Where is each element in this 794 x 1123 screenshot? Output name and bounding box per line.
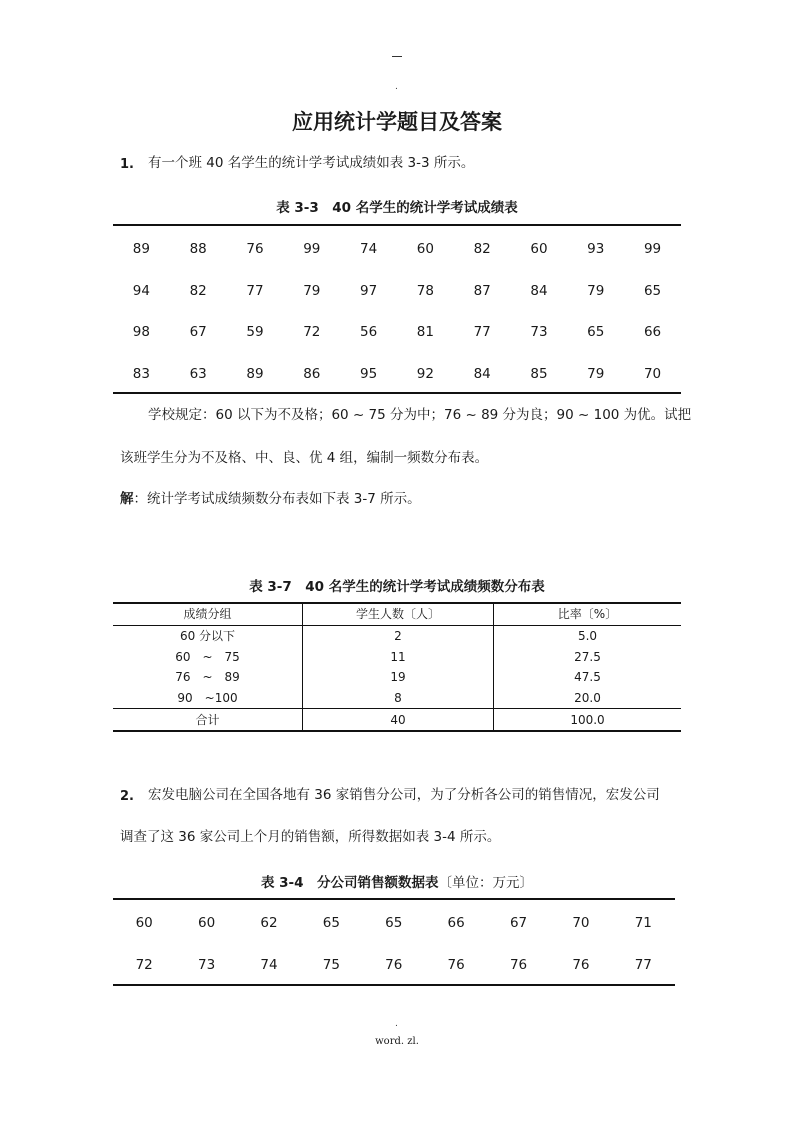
footer-text: word. zl. [375, 1036, 419, 1047]
table-3-3-bottom-rule [113, 392, 681, 394]
table-cell: 76 [447, 957, 465, 973]
table-cell: 71 [634, 915, 652, 931]
table-3-3-caption: 表 3-3 40 名学生的统计学考试成绩表 [276, 200, 518, 216]
table-cell: 65 [322, 915, 340, 931]
table-total-row [113, 709, 681, 732]
question-2-text-line-2: 调查了这 36 家公司上个月的销售额，所得数据如表 3-4 所示。 [120, 829, 501, 845]
table-cell: 40 [303, 709, 494, 732]
frequency-table [113, 602, 681, 732]
table-3-4-caption: 表 3-4 分公司销售额数据表〔单位：万元〕 [260, 875, 534, 891]
table-cell: 66 [643, 324, 662, 340]
table-cell: 70 [572, 915, 590, 931]
table-cell: 76 [385, 957, 403, 973]
table-cell: 97 [359, 282, 378, 299]
table-cell: 60 [135, 915, 153, 931]
table-cell: 79 [587, 365, 605, 382]
table-cell: 76 [509, 957, 528, 973]
table-row [113, 957, 675, 999]
table-cell: 77 [634, 957, 652, 973]
table-cell: 72 [303, 324, 321, 340]
question-2-text-line-1: 宏发电脑公司在全国各地有 36 家销售分公司，为了分析各公司的销售情况，宏发公司 [148, 787, 660, 803]
table-cell: 76 [572, 957, 590, 973]
table-cell: 79 [303, 282, 321, 299]
table-cell: 20.0 [494, 688, 682, 709]
table-cell: 90 ~100 [113, 688, 303, 709]
table-3-4-unit: 〔单位：万元〕 [438, 875, 534, 891]
header-score-group: 成绩分组 [113, 603, 303, 626]
table-3-3-top-rule [113, 224, 681, 226]
table-cell: 81 [416, 324, 434, 340]
table-cell: 60 [416, 241, 434, 257]
table-cell: 95 [359, 365, 378, 382]
table-3-4-top-rule [113, 898, 675, 900]
table-cell: 合计 [113, 709, 303, 732]
table-3-3-body [113, 241, 681, 407]
table-cell: 84 [473, 365, 491, 382]
table-cell: 2 [303, 626, 494, 647]
answer-line [120, 493, 421, 507]
table-cell: 84 [530, 282, 548, 299]
question-2-number: 2. [120, 789, 134, 804]
table-cell: 27.5 [574, 649, 601, 664]
table-cell: 66 [447, 915, 465, 931]
table-cell: 67 [509, 915, 528, 931]
table-row [113, 283, 681, 325]
table-cell: 47.5 [574, 670, 601, 685]
table-3-4-body [113, 915, 675, 999]
table-row [113, 915, 675, 957]
table-cell: 8 [303, 688, 494, 709]
table-cell: 60 [197, 915, 216, 931]
table-cell: 89 [132, 241, 150, 257]
header-dash [392, 56, 402, 57]
table-cell: 75 [322, 957, 340, 973]
table-cell: 74 [260, 957, 278, 973]
header-dot: . [395, 82, 398, 92]
table-cell: 86 [303, 365, 321, 382]
table-cell: 99 [303, 241, 321, 257]
table-cell: 65 [587, 324, 605, 340]
table-cell: 85 [530, 365, 548, 382]
grading-rule-line-2: 该班学生分为不及格、中、良、优 4 组，编制一频数分布表。 [120, 450, 489, 466]
answer-label: 解 [120, 491, 134, 507]
question-1-number: 1. [120, 157, 134, 172]
table-cell: 87 [473, 282, 491, 299]
table-cell: 62 [260, 915, 278, 931]
table-row [113, 688, 681, 709]
table-row [113, 241, 681, 283]
table-cell: 76 ~ 89 [113, 667, 303, 688]
grading-rule-line-1: 学校规定：60 以下为不及格；60 ~ 75 分为中；76 ~ 89 分为良；90 ~ 100 为优。试把 [148, 407, 692, 423]
table-cell: 93 [587, 241, 605, 257]
table-cell: 82 [473, 241, 491, 257]
table-cell: 99 [643, 241, 662, 257]
document-title: 应用统计学题目及答案 [292, 110, 502, 134]
table-cell: 72 [135, 957, 153, 973]
table-cell: 59 [246, 324, 264, 340]
table-cell: 60 ~ 75 [113, 647, 303, 668]
header-student-count: 学生人数〔人〕 [303, 603, 494, 626]
table-cell: 70 [643, 365, 662, 382]
table-row [113, 324, 681, 366]
table-cell: 79 [587, 282, 605, 299]
table-header-row [113, 603, 681, 626]
table-cell: 5.0 [577, 629, 598, 643]
table-cell: 89 [246, 365, 264, 382]
footer-dot: . [395, 1019, 398, 1029]
answer-text: ：统计学考试成绩频数分布表如下表 3-7 所示。 [133, 491, 421, 507]
header-ratio: 比率〔%〕 [494, 603, 682, 626]
table-row [113, 626, 681, 647]
table-cell: 92 [416, 365, 434, 382]
table-cell: 19 [303, 667, 494, 688]
question-1-text: 有一个班 40 名学生的统计学考试成绩如表 3-3 所示。 [148, 155, 475, 171]
table-cell: 65 [643, 282, 662, 299]
table-cell: 65 [385, 915, 403, 931]
table-cell: 63 [189, 365, 207, 382]
table-cell: 60 分以下 [113, 626, 303, 647]
table-cell: 73 [530, 324, 548, 340]
table-cell: 94 [132, 282, 150, 299]
table-cell: 82 [189, 282, 207, 299]
table-cell: 78 [416, 282, 434, 299]
table-cell: 11 [303, 647, 494, 668]
table-cell: 67 [189, 324, 207, 340]
table-cell: 76 [246, 241, 264, 257]
table-cell: 56 [359, 324, 378, 340]
table-cell: 88 [189, 241, 207, 257]
table-3-7-caption: 表 3-7 40 名学生的统计学考试成绩频数分布表 [249, 579, 545, 595]
table-cell: 77 [246, 282, 264, 299]
table-row [113, 667, 681, 688]
table-row [113, 647, 681, 668]
table-cell: 74 [359, 241, 378, 257]
table-cell: 98 [132, 324, 150, 340]
table-cell: 83 [132, 365, 150, 382]
table-cell: 60 [530, 241, 548, 257]
table-row [113, 366, 681, 408]
table-cell: 77 [473, 324, 491, 340]
table-cell: 100.0 [494, 709, 682, 732]
table-cell: 73 [197, 957, 216, 973]
table-3-4-bottom-rule [113, 984, 675, 986]
